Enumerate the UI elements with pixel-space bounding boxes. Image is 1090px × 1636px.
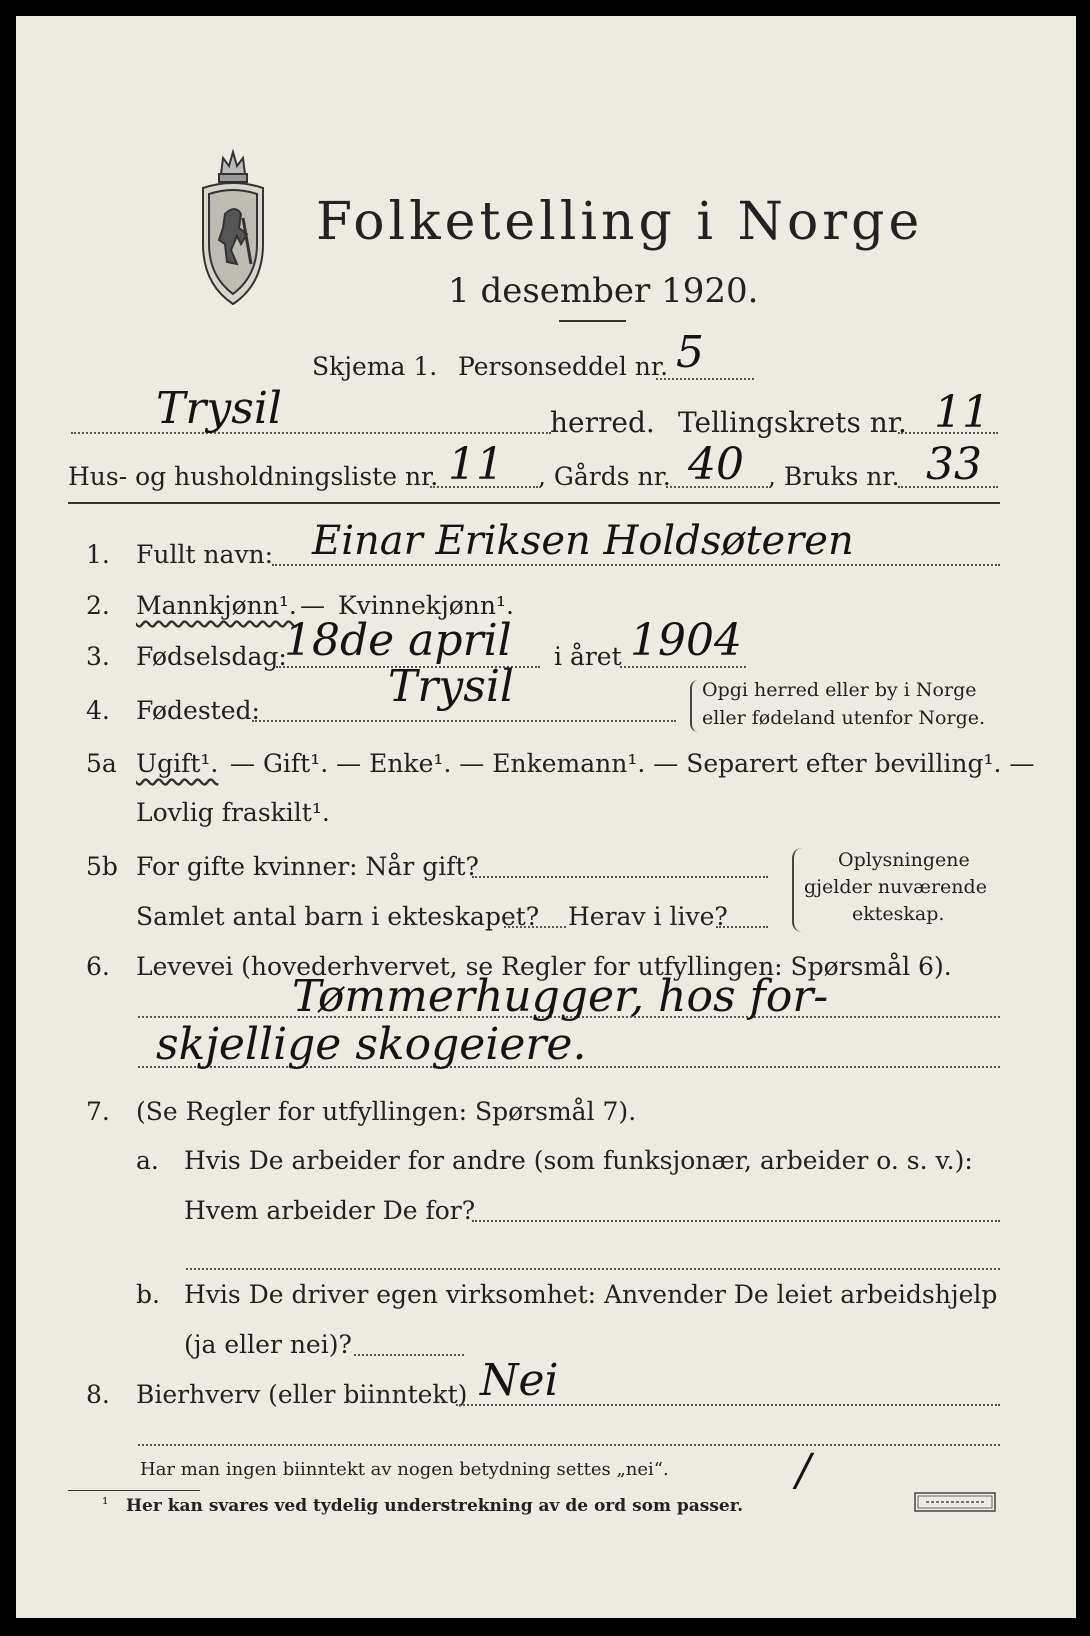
footnote-divider bbox=[68, 1490, 200, 1491]
married-when-line bbox=[472, 876, 768, 878]
q7-label: (Se Regler for utfyllingen: Spørsmål 7). bbox=[136, 1097, 637, 1126]
tellingskrets-value[interactable]: 11 bbox=[934, 387, 990, 438]
bruks-value[interactable]: 33 bbox=[926, 439, 982, 490]
birthyear-label: i året bbox=[554, 642, 622, 671]
personseddel-line bbox=[656, 378, 754, 380]
birthplace-note-2: eller fødeland utenfor Norge. bbox=[702, 707, 986, 729]
printer-stamp-icon bbox=[914, 1492, 996, 1512]
married-when-label: For gifte kvinner: Når gift? bbox=[136, 852, 479, 881]
q7a-letter: a. bbox=[136, 1146, 159, 1175]
ugift-option[interactable]: Ugift¹. bbox=[136, 749, 219, 778]
q5a-number: 5a bbox=[86, 749, 117, 778]
herred-line bbox=[71, 432, 551, 434]
handwritten-tick: / bbox=[796, 1445, 811, 1496]
q7b-text: Hvis De driver egen virksomhet: Anvender De leiet arbeidshjelp bbox=[184, 1280, 998, 1309]
full-name-value[interactable]: Einar Eriksen Holdsøteren bbox=[312, 518, 854, 564]
occupation-label: Levevei (hovederhvervet, se Regler for utfyllingen: Spørsmål 6). bbox=[136, 952, 952, 981]
census-form bbox=[16, 16, 1076, 1618]
occupation-value-2[interactable]: skjellige skogeiere. bbox=[156, 1019, 587, 1070]
marital-options[interactable]: — Gift¹. — Enke¹. — Enkemann¹. — Separert efter bevilling¹. — bbox=[230, 749, 1035, 778]
tellingskrets-label: Tellingskrets nr. bbox=[678, 406, 907, 439]
norwegian-coat-of-arms-icon bbox=[191, 144, 276, 309]
herred-value[interactable]: Trysil bbox=[156, 383, 282, 434]
birthplace-note-brace bbox=[690, 680, 698, 732]
q7a-text: Hvis De arbeider for andre (som funksjonær, arbeider o. s. v.): bbox=[184, 1146, 973, 1175]
q2-number: 2. bbox=[86, 591, 110, 620]
hired-help-line bbox=[354, 1354, 464, 1356]
q4-number: 4. bbox=[86, 696, 110, 725]
census-date: 1 desember 1920. bbox=[448, 271, 759, 311]
side-income-label: Bierhverv (eller biinntekt) bbox=[136, 1380, 468, 1409]
employer-line-1 bbox=[472, 1220, 1000, 1222]
birthdate-label: Fødselsdag: bbox=[136, 642, 287, 671]
side-income-line-2 bbox=[138, 1444, 1000, 1446]
birthyear-value[interactable]: 1904 bbox=[630, 615, 742, 666]
marriage-note-brace bbox=[792, 848, 802, 932]
birthdate-value[interactable]: 18de april bbox=[284, 615, 512, 666]
birthplace-value[interactable]: Trysil bbox=[388, 661, 514, 712]
children-alive-line bbox=[716, 926, 768, 928]
occupation-value-1[interactable]: Tømmerhugger, hos for- bbox=[292, 971, 829, 1022]
hired-help-label: (ja eller nei)? bbox=[184, 1330, 352, 1359]
marriage-note-3: ekteskap. bbox=[852, 903, 945, 925]
footnote-mark: ¹ bbox=[102, 1494, 109, 1513]
side-income-value[interactable]: Nei bbox=[480, 1355, 559, 1406]
birthyear-line bbox=[620, 666, 746, 668]
birthplace-line bbox=[252, 720, 676, 722]
q1-number: 1. bbox=[86, 540, 110, 569]
children-alive-label: Herav i live? bbox=[568, 902, 728, 931]
herred-label: herred. bbox=[550, 406, 655, 439]
husliste-label: Hus- og husholdningsliste nr. bbox=[68, 462, 439, 491]
header-divider bbox=[68, 502, 1000, 504]
birthplace-note-1: Opgi herred eller by i Norge bbox=[702, 679, 977, 701]
personseddel-value[interactable]: 5 bbox=[676, 327, 704, 378]
marriage-note-2: gjelder nuværende bbox=[804, 876, 987, 898]
marriage-note-1: Oplysningene bbox=[838, 849, 970, 871]
employer-line-2 bbox=[186, 1268, 1000, 1270]
children-total-line bbox=[504, 926, 566, 928]
children-total-label: Samlet antal barn i ekteskapet? bbox=[136, 902, 540, 931]
gards-label: , Gårds nr. bbox=[538, 462, 671, 491]
bruks-label: , Bruks nr. bbox=[768, 462, 900, 491]
mannkjonn-option[interactable]: Mannkjønn¹. bbox=[136, 591, 297, 620]
q3-number: 3. bbox=[86, 642, 110, 671]
q7b-letter: b. bbox=[136, 1280, 160, 1309]
gender-separator: — bbox=[300, 591, 325, 620]
title-divider bbox=[559, 320, 626, 322]
husliste-value[interactable]: 11 bbox=[448, 439, 504, 490]
employer-label: Hvem arbeider De for? bbox=[184, 1196, 476, 1225]
kvinnekjonn-option[interactable]: Kvinnekjønn¹. bbox=[338, 591, 514, 620]
q6-number: 6. bbox=[86, 952, 110, 981]
side-income-instruction: Har man ingen biinntekt av nogen betydning settes „nei“. bbox=[140, 1459, 669, 1480]
footnote-text: Her kan svares ved tydelig understrekning av de ord som passer. bbox=[126, 1496, 744, 1516]
q5b-number: 5b bbox=[86, 852, 118, 881]
schema-label: Skjema 1. bbox=[312, 352, 438, 381]
personseddel-label: Personseddel nr. bbox=[458, 352, 669, 381]
q8-number: 8. bbox=[86, 1380, 110, 1409]
form-title: Folketelling i Norge bbox=[316, 192, 924, 252]
lovlig-fraskilt-option[interactable]: Lovlig fraskilt¹. bbox=[136, 798, 330, 827]
gards-value[interactable]: 40 bbox=[688, 439, 744, 490]
full-name-label: Fullt navn: bbox=[136, 540, 274, 569]
birthplace-label: Fødested: bbox=[136, 696, 260, 725]
q7-number: 7. bbox=[86, 1097, 110, 1126]
